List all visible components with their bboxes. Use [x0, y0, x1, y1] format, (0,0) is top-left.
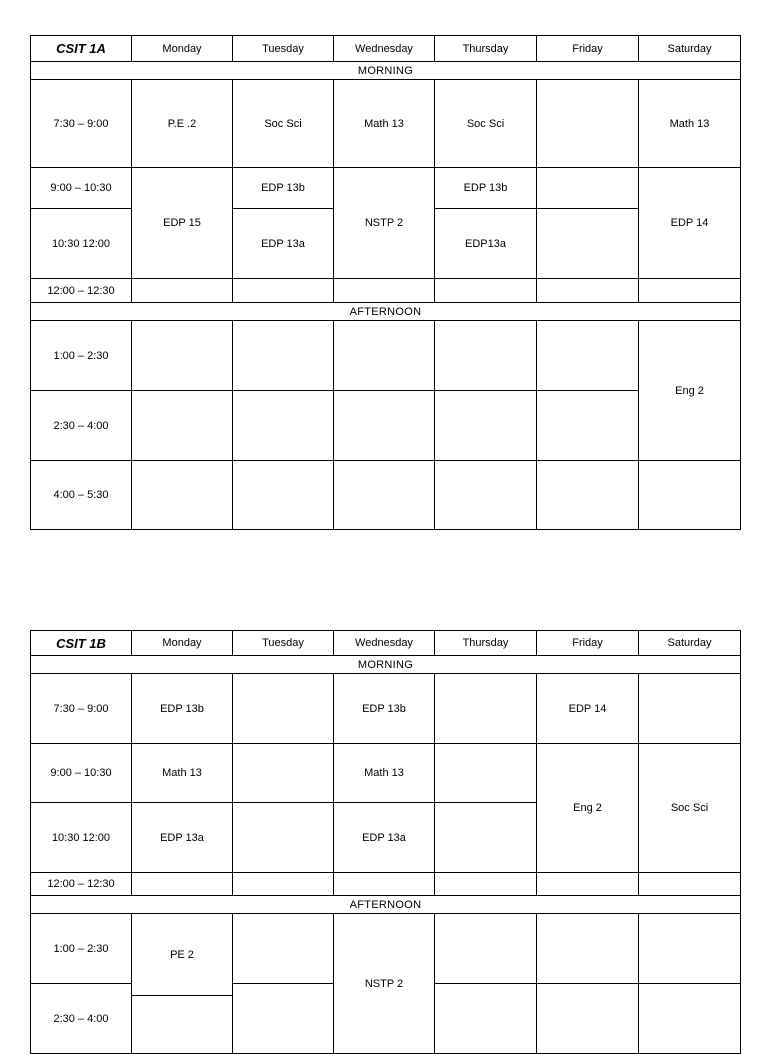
- schedule-cell: [132, 996, 233, 1054]
- section-label-morning: MORNING: [31, 62, 741, 80]
- schedule-cell: [435, 279, 537, 303]
- day-header-tuesday: Tuesday: [233, 631, 334, 656]
- schedule-table-csit-1a: [30, 35, 741, 530]
- section-label-afternoon: AFTERNOON: [31, 896, 741, 914]
- day-header-monday: Monday: [132, 631, 233, 656]
- day-header-thursday: Thursday: [435, 631, 537, 656]
- schedule-cell: EDP 15: [132, 168, 233, 279]
- section-label-morning: MORNING: [31, 656, 741, 674]
- time-slot: 10:30 12:00: [31, 803, 132, 873]
- section-label-afternoon: AFTERNOON: [31, 303, 741, 321]
- schedule-cell: [639, 914, 741, 984]
- time-slot: 7:30 – 9:00: [31, 674, 132, 744]
- schedule-cell: EDP13a: [435, 209, 537, 279]
- schedule-cell: [233, 914, 334, 984]
- schedule-cell: [233, 391, 334, 461]
- schedule-cell: EDP 13b: [334, 674, 435, 744]
- time-slot: 12:00 – 12:30: [31, 873, 132, 896]
- time-slot: 4:00 – 5:30: [31, 461, 132, 530]
- day-header-saturday: Saturday: [639, 631, 741, 656]
- schedule-cell: [537, 279, 639, 303]
- schedule-cell: [639, 674, 741, 744]
- schedule-table-csit-1b: [30, 630, 741, 1054]
- schedule-cell: Math 13: [639, 80, 741, 168]
- schedule-cell: EDP 14: [537, 674, 639, 744]
- time-slot: 2:30 – 4:00: [31, 984, 132, 1054]
- schedule-cell: [233, 744, 334, 803]
- schedule-cell: [537, 209, 639, 279]
- schedule-cell: Soc Sci: [639, 744, 741, 873]
- schedule-cell: [639, 279, 741, 303]
- schedule-cell: [537, 80, 639, 168]
- schedule-cell: [233, 803, 334, 873]
- schedule-cell: [639, 461, 741, 530]
- day-header-thursday: Thursday: [435, 36, 537, 62]
- schedule-cell: Math 13: [132, 744, 233, 803]
- schedule-cell: [537, 391, 639, 461]
- schedule-cell: [435, 391, 537, 461]
- schedule-cell: PE 2: [132, 914, 233, 996]
- schedule-cell: [334, 461, 435, 530]
- schedule-cell: [132, 391, 233, 461]
- schedule-cell: NSTP 2: [334, 168, 435, 279]
- schedule-cell: [132, 873, 233, 896]
- schedule-cell: [435, 803, 537, 873]
- schedule-cell: [537, 461, 639, 530]
- header-row: [31, 36, 741, 62]
- schedule-cell: [233, 461, 334, 530]
- time-slot: 9:00 – 10:30: [31, 168, 132, 209]
- schedule-cell: [132, 279, 233, 303]
- schedule-cell: EDP 13a: [334, 803, 435, 873]
- schedule-cell: [435, 321, 537, 391]
- schedule-cell: [233, 984, 334, 1054]
- schedule-cell: Math 13: [334, 80, 435, 168]
- schedule-cell: [435, 461, 537, 530]
- schedule-cell: [334, 391, 435, 461]
- schedule-cell: [334, 873, 435, 896]
- schedule-cell: P.E .2: [132, 80, 233, 168]
- schedule-cell: Soc Sci: [435, 80, 537, 168]
- schedule-cell: [639, 984, 741, 1054]
- schedule-cell: [537, 984, 639, 1054]
- schedule-cell: Eng 2: [639, 321, 741, 461]
- time-slot: 1:00 – 2:30: [31, 321, 132, 391]
- schedule-cell: EDP 13a: [132, 803, 233, 873]
- schedule-cell: Eng 2: [537, 744, 639, 873]
- schedule-cell: Math 13: [334, 744, 435, 803]
- schedule-cell: EDP 13b: [233, 168, 334, 209]
- time-slot: 12:00 – 12:30: [31, 279, 132, 303]
- schedule-cell: [132, 461, 233, 530]
- day-header-friday: Friday: [537, 36, 639, 62]
- day-header-saturday: Saturday: [639, 36, 741, 62]
- schedule-cell: [537, 321, 639, 391]
- schedule-cell: [334, 321, 435, 391]
- schedule-cell: [334, 279, 435, 303]
- schedule-cell: EDP 13b: [435, 168, 537, 209]
- time-slot: 7:30 – 9:00: [31, 80, 132, 168]
- time-slot: 2:30 – 4:00: [31, 391, 132, 461]
- schedule-cell: Soc Sci: [233, 80, 334, 168]
- time-slot: 9:00 – 10:30: [31, 744, 132, 803]
- header-row: [31, 631, 741, 656]
- day-header-tuesday: Tuesday: [233, 36, 334, 62]
- day-header-friday: Friday: [537, 631, 639, 656]
- schedule-cell: [639, 873, 741, 896]
- schedule-cell: [435, 674, 537, 744]
- schedule-cell: [435, 873, 537, 896]
- time-slot: 1:00 – 2:30: [31, 914, 132, 984]
- schedule-cell: [233, 279, 334, 303]
- schedule-cell: [435, 914, 537, 984]
- schedule-cell: [233, 873, 334, 896]
- day-header-monday: Monday: [132, 36, 233, 62]
- schedule-cell: [233, 321, 334, 391]
- day-header-wednesday: Wednesday: [334, 36, 435, 62]
- schedule-cell: [537, 914, 639, 984]
- schedule-cell: [435, 744, 537, 803]
- schedule-cell: NSTP 2: [334, 914, 435, 1054]
- schedule-cell: [537, 168, 639, 209]
- schedule-cell: EDP 13a: [233, 209, 334, 279]
- class-title: CSIT 1B: [31, 631, 132, 656]
- schedule-cell: EDP 14: [639, 168, 741, 279]
- schedule-cell: [233, 674, 334, 744]
- day-header-wednesday: Wednesday: [334, 631, 435, 656]
- schedule-cell: [132, 321, 233, 391]
- schedule-cell: EDP 13b: [132, 674, 233, 744]
- time-slot: 10:30 12:00: [31, 209, 132, 279]
- class-title: CSIT 1A: [31, 36, 132, 62]
- schedule-cell: [435, 984, 537, 1054]
- schedule-cell: [537, 873, 639, 896]
